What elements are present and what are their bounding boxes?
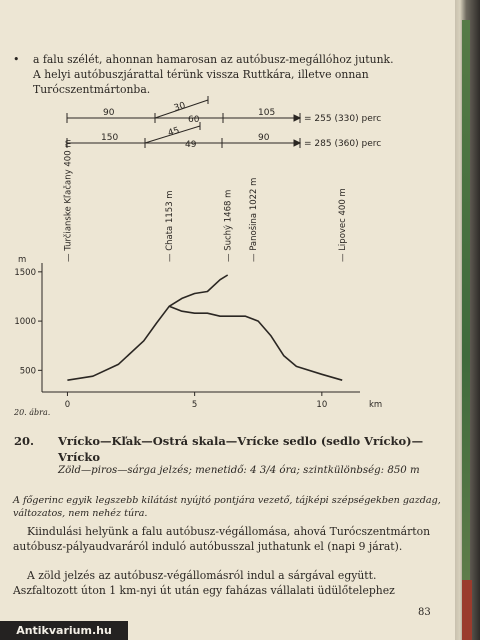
bullet: • [13,53,20,66]
scheme-arrow [294,115,300,121]
body-paragraph: Kiindulási helyünk a falu autóbusz-végállomása, ahová Turócszentmárton autóbusz-pályaudvaráról induló autóbusszal juthatunk el (napi 9 járat). [13,525,431,553]
scheme-label: 150 [101,133,119,143]
intro-line: a falu szélét, ahonnan hamarosan az autóbusz-megállóhoz jutunk. [33,53,394,66]
figure-caption: 20. ábra. [14,408,51,417]
cover-edge-corner [462,580,472,640]
y-axis-label: m [18,255,27,265]
section-number: 20. [14,434,35,448]
x-tick-label: 0 [64,400,71,410]
scheme-label: 45 [166,125,181,139]
scheme-label: 90 [258,133,270,143]
y-tick-label: 500 [19,366,36,377]
place-label: — Chata 1153 m [165,190,176,262]
scheme-label: 30 [172,100,187,114]
scheme-label: 90 [103,108,115,118]
scheme-label: 49 [185,140,197,150]
page-number: 83 [418,607,431,618]
scheme-total: = 285 (360) perc [304,139,382,149]
scheme-arrow [294,140,300,146]
place-label: — Lipovec 400 m [338,188,349,262]
x-tick-label: 10 [316,400,328,410]
chart-axes [42,263,360,392]
body-paragraph: A zöld jelzés az autóbusz-végállomásról indul a sárgával együtt. Aszfaltozott úton 1 km-nyi út után egy faházas vállalati üdülőtelephez [13,569,395,597]
x-tick-label: 5 [191,400,198,410]
place-label: — Suchý 1468 m [223,189,234,262]
scheme-label: 60 [188,115,200,125]
elevation-chart [14,139,382,410]
route-meta: Zöld—piros—sárga jelzés; menetidő: 4 3/4 óra; szintkülönbség: 850 m [58,465,420,476]
y-tick-label: 1000 [14,317,36,328]
place-label: — Panošina 1022 m [249,177,260,262]
x-axis-label: km [369,400,383,410]
elevation-profile-line [67,306,342,380]
route-description: A főgerinc egyik legszebb kilátást nyújtó pontjára vezető, tájképi szépségekben gazdag, változatos, nem nehéz túra. [13,495,441,519]
scheme-label: 105 [258,108,276,118]
y-tick-label: 1500 [14,267,36,278]
intro-paragraph: A helyi autóbuszjárattal térünk vissza Ruttkára, illetve onnan Turócszentmártonba. [33,68,369,96]
section-title: Vrícko—Kľak—Ostrá skala—Vrícke sedlo (sedlo Vrícko)—Vrícko [58,434,424,464]
place-label: — Turčianske Kľačany 400 m [63,139,74,262]
scheme-total: = 255 (330) perc [304,114,382,124]
elevation-profile-line [169,275,228,306]
watermark: Antikvarium.hu [0,621,128,640]
